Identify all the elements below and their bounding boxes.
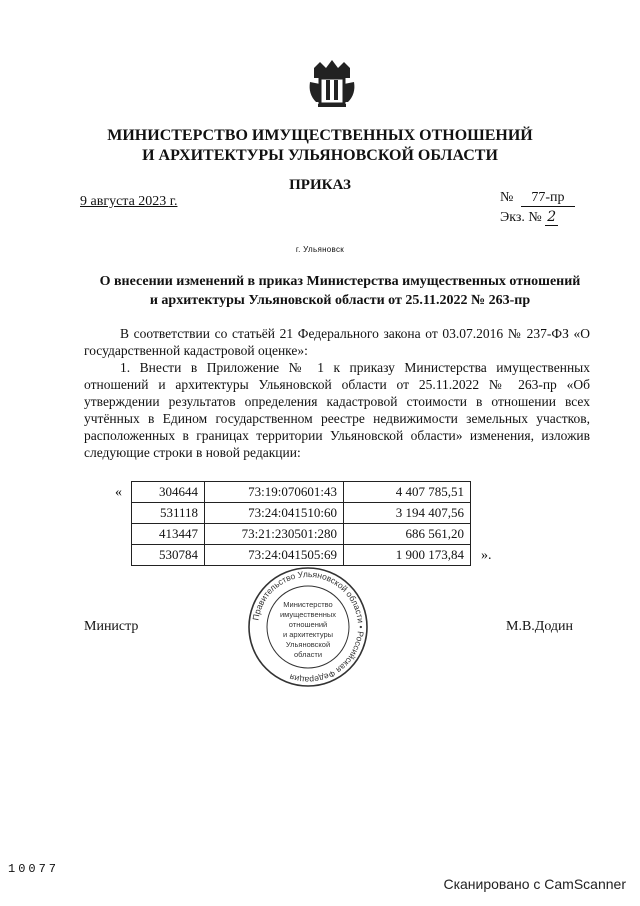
row-id: 304644 xyxy=(132,482,205,503)
stamp-line4: и архитектуры xyxy=(282,630,334,639)
paragraph-amendment: 1. Внести в Приложение № 1 к приказу Министерства имущественных отношений и архитектуры Ульяновской области от 25.11.2022 № 263-пр «Об утверждении результатов определения кадастровой стоимости в отношении всех учтённых в Едином государственном реестре недвижимости земельных участков, расположенных в границах территории Ульяновской области» изменения, изложив следующие строки в новой редакции: xyxy=(84,360,590,460)
order-number xyxy=(500,190,575,207)
row-id: 530784 xyxy=(132,545,205,566)
row-cadastral-value: 686 561,20 xyxy=(344,524,471,545)
stamp-line3: отношений xyxy=(288,620,328,629)
table-row xyxy=(132,524,471,545)
signatory-name: М.В.Додин xyxy=(506,619,574,634)
coat-of-arms-emblem xyxy=(306,58,358,110)
order-date: 9 августа 2023 г. xyxy=(80,194,178,209)
row-cadastral-value: 4 407 785,51 xyxy=(344,482,471,503)
number-label: № xyxy=(500,190,514,205)
table-row xyxy=(132,482,471,503)
subject-line2: и архитектуры Ульяновской области от 25.11.2022 № 263-пр xyxy=(149,293,531,308)
table-row xyxy=(132,503,471,524)
document-type: ПРИКАЗ xyxy=(289,177,351,193)
row-id: 531118 xyxy=(132,503,205,524)
cadastral-table xyxy=(131,481,471,566)
table-row xyxy=(132,545,471,566)
table-open-quote: « xyxy=(115,485,122,500)
signatory-position: Министр xyxy=(84,619,139,634)
row-cadastral-number: 73:24:041510:60 xyxy=(205,503,344,524)
city: г. Ульяновск xyxy=(295,245,345,254)
copy-number xyxy=(500,209,558,226)
stamp-line2: имущественных xyxy=(279,610,337,619)
order-subject xyxy=(80,272,600,310)
row-cadastral-number: 73:24:041505:69 xyxy=(205,545,344,566)
copy-value: 2 xyxy=(547,209,557,225)
copy-label: Экз. № xyxy=(500,210,542,225)
stamp-line1: Министерство xyxy=(283,600,333,609)
archive-number: 10077 xyxy=(8,862,60,876)
row-id: 413447 xyxy=(132,524,205,545)
paragraph-basis: В соответствии со статьёй 21 Федерального закона от 03.07.2016 № 237-ФЗ «О государственной кадастровой оценке»: xyxy=(84,326,590,358)
subject-line1: О внесении изменений в приказ Министерства имущественных отношений xyxy=(99,274,581,289)
ministry-title-line2: И АРХИТЕКТУРЫ УЛЬЯНОВСКОЙ ОБЛАСТИ xyxy=(142,147,498,164)
stamp-line5: Ульяновской xyxy=(285,640,331,649)
row-cadastral-value: 3 194 407,56 xyxy=(344,503,471,524)
stamp-line6: области xyxy=(293,650,323,659)
stamp-outer-text: Правительство Ульяновской области • Российская Федерация xyxy=(250,568,367,686)
ministry-title-line1: МИНИСТЕРСТВО ИМУЩЕСТВЕННЫХ ОТНОШЕНИЙ xyxy=(107,127,533,144)
official-stamp xyxy=(246,565,370,689)
scanner-watermark: Сканировано с CamScanner xyxy=(443,876,626,892)
number-value: 77-пр xyxy=(521,190,575,207)
table-close-quote: ». xyxy=(481,548,492,563)
row-cadastral-number: 73:21:230501:280 xyxy=(205,524,344,545)
row-cadastral-number: 73:19:070601:43 xyxy=(205,482,344,503)
row-cadastral-value: 1 900 173,84 xyxy=(344,545,471,566)
